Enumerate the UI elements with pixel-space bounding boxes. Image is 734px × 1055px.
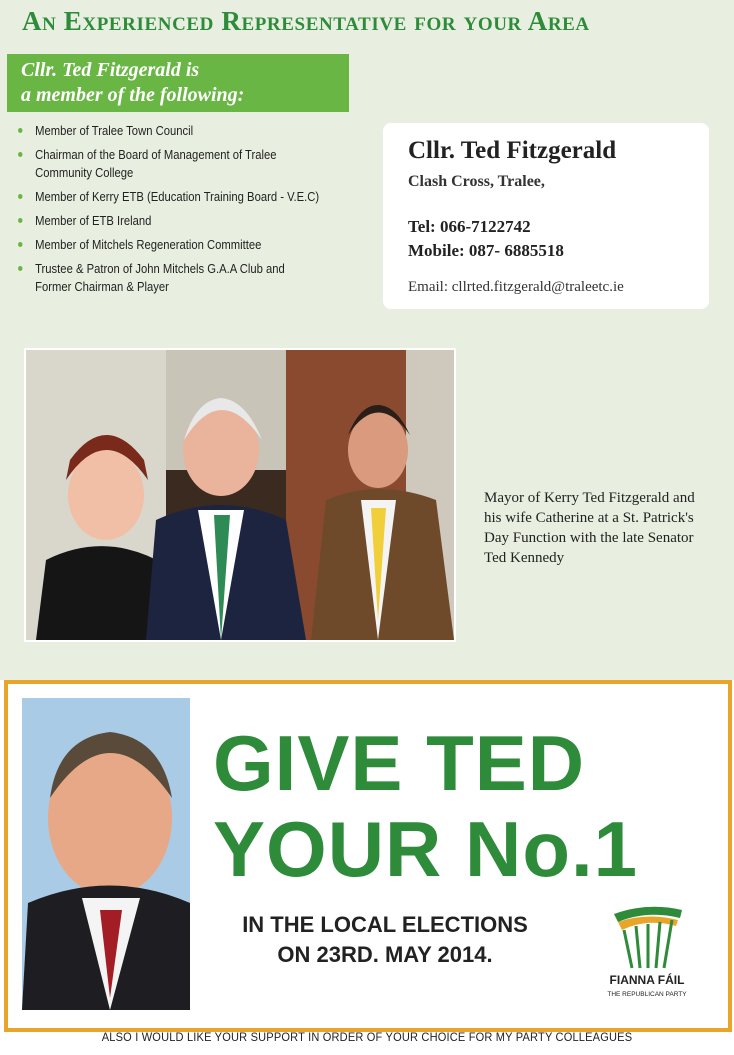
- footer-note: ALSO I WOULD LIKE YOUR SUPPORT IN ORDER OF YOUR CHOICE FOR MY PARTY COLLEAGUES: [101, 1030, 633, 1044]
- list-item: Member of ETB Ireland: [18, 212, 324, 230]
- membership-list: [18, 122, 358, 302]
- contact-email[interactable]: Email: cllrted.fitzgerald@traleetc.ie: [408, 279, 624, 295]
- slogan-line-2: YOUR No.1: [213, 805, 639, 893]
- contact-name: Cllr. Ted Fitzgerald: [408, 137, 617, 164]
- bullet-icon: [18, 266, 23, 271]
- banner-line-1: Cllr. Ted Fitzgerald is: [21, 59, 200, 81]
- list-item: Trustee & Patron of John Mitchels G.A.A Club and Former Chairman & Player: [18, 260, 324, 296]
- fianna-fail-logo: [592, 902, 702, 1000]
- bullet-icon: [18, 242, 23, 247]
- election-line-1: IN THE LOCAL ELECTIONS: [242, 912, 528, 937]
- headline: An Experienced Representative for your Area: [22, 6, 590, 36]
- list-item: Member of Tralee Town Council: [18, 122, 324, 140]
- membership-banner: [7, 54, 349, 112]
- contact-card: [383, 123, 709, 309]
- contact-mobile[interactable]: Mobile: 087- 6885518: [408, 241, 564, 260]
- group-photo: [24, 348, 456, 642]
- bullet-icon: [18, 128, 23, 133]
- photo-caption: Mayor of Kerry Ted Fitzgerald and his wife Catherine at a St. Patrick's Day Function with the late Senator Ted Kennedy: [484, 490, 695, 566]
- list-item: Member of Mitchels Regeneration Committee: [18, 236, 324, 254]
- list-item: Member of Kerry ETB (Education Training Board - V.E.C): [18, 188, 324, 206]
- logo-tagline: THE REPUBLICAN PARTY: [607, 991, 687, 998]
- slogan-line-1: GIVE TED: [213, 719, 586, 807]
- bullet-icon: [18, 194, 23, 199]
- list-item: Chairman of the Board of Management of Tralee Community College: [18, 146, 324, 182]
- contact-address: Clash Cross, Tralee,: [408, 173, 545, 190]
- election-info: [220, 910, 550, 970]
- bullet-icon: [18, 218, 23, 223]
- campaign-panel: [4, 680, 732, 1032]
- candidate-portrait: [22, 698, 190, 1010]
- bullet-icon: [18, 152, 23, 157]
- contact-tel[interactable]: Tel: 066-7122742: [408, 217, 531, 236]
- banner-line-2: a member of the following:: [21, 84, 245, 106]
- election-line-2: ON 23RD. MAY 2014.: [277, 942, 493, 967]
- logo-wordmark: FIANNA FÁIL: [609, 973, 685, 987]
